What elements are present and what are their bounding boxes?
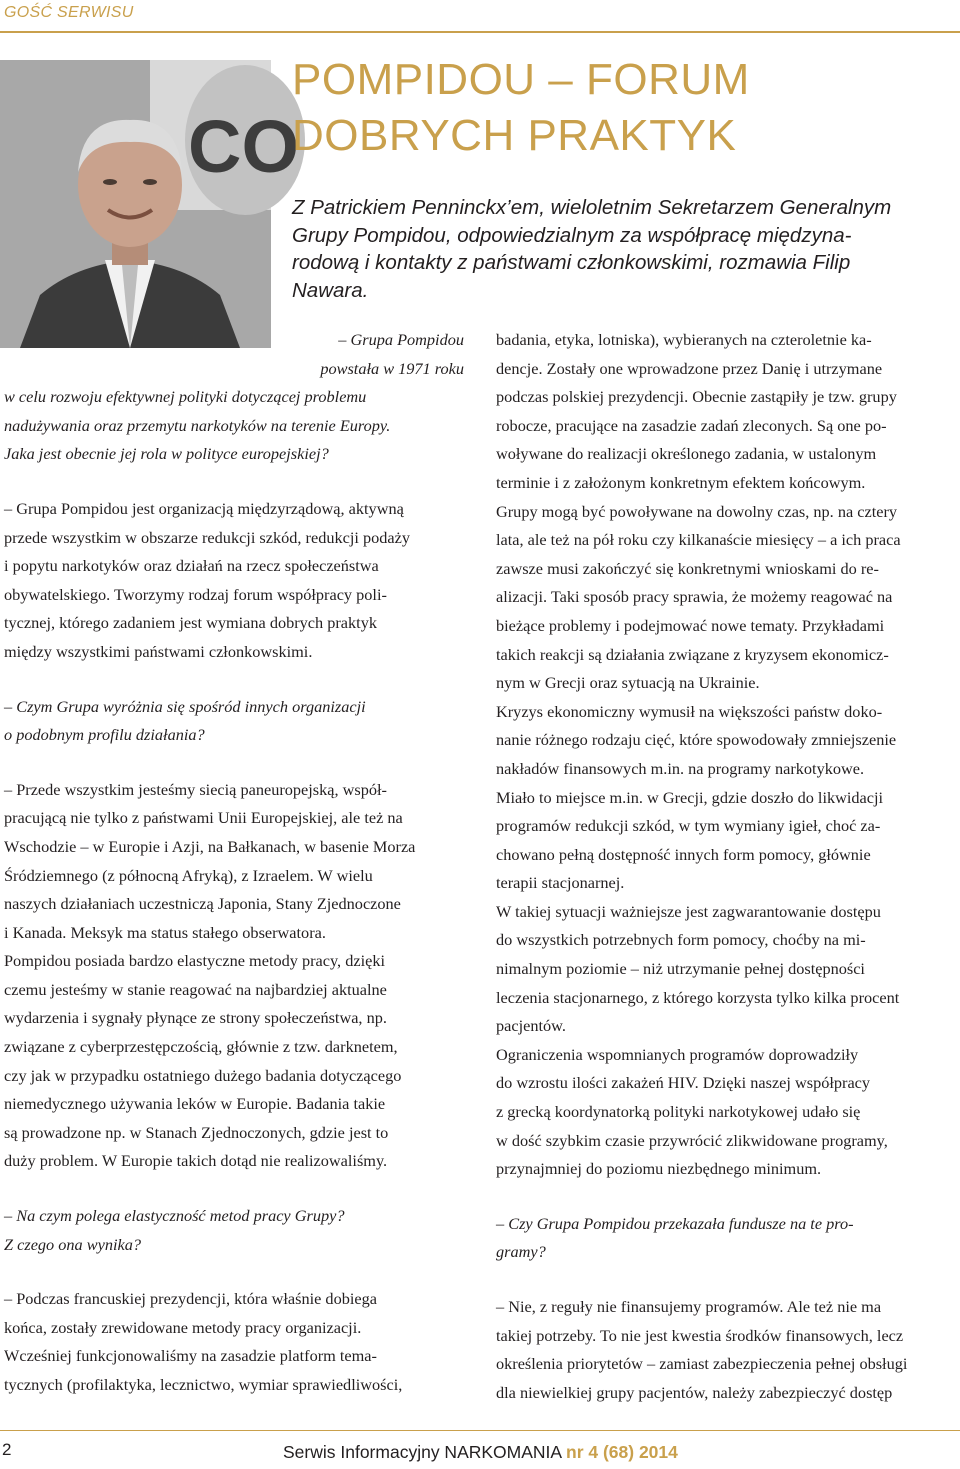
paragraph-gap — [496, 1184, 958, 1210]
answer-line: terminie i z założonym konkretnym efektem końcowym. — [496, 472, 866, 492]
answer-line: Grupy mogą być powoływane na dowolny czas, np. na cztery — [496, 501, 898, 521]
answer-line: w dość szybkim czasie przywrócić zlikwidowane programy, — [496, 1130, 888, 1150]
answer-line: nanie różnego rodzaju cięć, które spowodowały zmniejszenie — [496, 730, 897, 750]
question-line: nadużywania oraz przemytu narkotyków na terenie Europy. — [4, 415, 391, 435]
answer-line: Wschodzie – w Europie i Azji, na Bałkanach, w basenie Morza — [4, 836, 416, 856]
paragraph-gap — [496, 1267, 958, 1293]
question-line: – Czym Grupa wyróżnia się spośród innych organizacji — [4, 696, 366, 716]
question-line: Z czego ona wynika? — [4, 1234, 142, 1254]
answer-line: do wszystkich potrzebnych form pomocy, choćby na mi- — [496, 930, 866, 950]
paragraph-gap — [4, 1176, 464, 1202]
portrait-illustration — [0, 60, 299, 348]
answer-line: tycznych (profilaktyka, lecznictwo, wymiar sprawiedliwości, — [4, 1375, 403, 1394]
answer-line: i popytu narkotyków oraz działań na rzecz społeczeństwa — [4, 556, 379, 576]
answer-line: woływane do realizacji określonego zadania, w ustalonym — [496, 444, 877, 464]
page-number: 2 — [2, 1440, 12, 1459]
answer-line: czy jak w przypadku ostatniego dużego badania dotyczącego — [4, 1065, 402, 1085]
answer-line: robocze, pracujące na zasadzie zadań zleconych. Są one po- — [496, 415, 887, 435]
answer-line: lata, ale też na pół roku czy kilkanaście miesięcy – a ich praca — [496, 530, 901, 550]
answer-line: duży problem. W Europie takich dotąd nie realizowaliśmy. — [4, 1151, 388, 1171]
answer-line: do wzrostu ilości zakażeń HIV. Dzięki naszej współpracy — [496, 1073, 871, 1093]
answer-line: tycznej, którego zadaniem jest wymiana dobrych praktyk — [4, 613, 377, 633]
lead-line: rodową i kontakty z państwami członkowskimi, rozmawia Filip — [292, 251, 851, 274]
title-line: POMPIDOU – FORUM — [292, 55, 750, 104]
question-line: w celu rozwoju efektywnej polityki dotyczącej problemu — [4, 387, 367, 407]
answer-line: takiej potrzeby. To nie jest kwestia środków finansowych, lecz — [496, 1325, 904, 1345]
paragraph-gap — [4, 1259, 464, 1285]
answer-line: i Kanada. Meksyk ma status stałego obserwatora. — [4, 922, 326, 942]
photo-banner-text: CO — [188, 105, 299, 188]
lead-line: Grupy Pompidou, odpowiedzialnym za współpracę międzyna- — [292, 223, 852, 247]
answer-line: zawsze musi zakończyć się konkretnymi wnioskami do re- — [496, 558, 879, 578]
answer-line: programów redukcji szkód, w tym wymiany igieł, choć za- — [496, 816, 881, 836]
question-line: – Grupa Pompidou — [338, 330, 464, 349]
answer-line: pracującą nie tylko z państwami Unii Europejskiej, ale też na — [4, 808, 403, 828]
answer-line: nimalnym poziomie – niż utrzymanie pełnej dostępności — [496, 959, 865, 979]
question-line: o podobnym profilu działania? — [4, 725, 205, 745]
paragraph-gap — [4, 667, 464, 693]
answer-line: nym w Grecji oraz sytuacją na Ukrainie. — [496, 673, 760, 693]
answer-line: między wszystkimi państwami członkowskimi. — [4, 641, 313, 661]
paragraph-gap — [4, 469, 464, 495]
answer-line: bieżące problemy i podejmować nowe tematy. Przykładami — [496, 615, 885, 635]
question-line: – Na czym polega elastyczność metod pracy Grupy? — [4, 1206, 345, 1226]
answer-line: niemedycznego używania leków w Europie. Badania takie — [4, 1094, 386, 1114]
issue-number: nr 4 (68) 2014 — [566, 1442, 678, 1462]
answer-line: Pompidou posiada bardzo elastyczne metody pracy, dzięki — [4, 951, 385, 971]
answer-line: związane z cyberprzestępczością, głównie z tzw. darknetem, — [4, 1037, 398, 1057]
answer-line: badania, etyka, lotniska), wybieranych na czteroletnie ka- — [496, 330, 872, 349]
answer-line: Miało to miejsce m.in. w Grecji, gdzie doszło do likwidacji — [496, 787, 884, 807]
answer-line: takich reakcji są działania związane z kryzysem ekonomicz- — [496, 644, 889, 664]
answer-line: – Grupa Pompidou jest organizacją międzyrządową, aktywną — [4, 498, 404, 518]
answer-line: określenia priorytetów – zamiast zabezpieczenia pełnej obsługi — [496, 1354, 908, 1374]
answer-line: terapii stacjonarnej. — [496, 873, 625, 893]
left-text-column — [4, 326, 464, 1400]
publication-name: Serwis Informacyjny NARKOMANIA — [283, 1442, 562, 1462]
answer-line: wydarzenia i sygnały płynące ze strony społeczeństwa, np. — [4, 1008, 387, 1028]
answer-line: naszych działaniach uczestniczą Japonia, Stany Zjednoczone — [4, 894, 401, 914]
answer-line: nakładów finansowych m.in. na programy narkotykowe. — [496, 758, 865, 778]
question-line: – Czy Grupa Pompidou przekazała fundusze na te pro- — [496, 1213, 854, 1233]
header-rule — [0, 31, 960, 33]
answer-line: – Podczas francuskiej prezydencji, która właśnie dobiega — [4, 1289, 377, 1309]
answer-line: Ograniczenia wspomnianych programów doprowadziły — [496, 1044, 859, 1064]
answer-line: Śródziemnego (z północną Afryką), z Izraelem. W wielu — [4, 865, 373, 885]
publication-footer — [283, 1442, 678, 1463]
answer-line: W takiej sytuacji ważniejsze jest zagwarantowanie dostępu — [496, 901, 881, 921]
answer-line: – Przede wszystkim jesteśmy siecią paneuropejską, współ- — [4, 779, 387, 799]
answer-line: pacjentów. — [496, 1016, 566, 1036]
answer-line: Kryzys ekonomiczny wymusił na większości państw doko- — [496, 701, 883, 721]
right-text-column — [496, 326, 958, 1407]
article-title — [292, 52, 952, 164]
portrait-photo — [0, 60, 299, 348]
answer-line: – Nie, z reguły nie finansujemy programów. Ale też nie ma — [496, 1297, 882, 1316]
lead-line: Nawara. — [292, 278, 369, 302]
lead-line: Z Patrickiem Penninckx’em, wieloletnim Sekretarzem Generalnym — [292, 196, 892, 219]
answer-line: przede wszystkim w obszarze redukcji szkód, redukcji podaży — [4, 527, 410, 547]
answer-line: leczenia stacjonarnego, z którego korzysta tylko kilka procent — [496, 987, 900, 1007]
answer-line: czemu jesteśmy w stanie reagować na najbardziej aktualne — [4, 979, 387, 999]
answer-line: chowano pełną dostępność innych form pomocy, głównie — [496, 844, 871, 864]
answer-line: są prowadzone np. w Stanach Zjednoczonych, gdzie jest to — [4, 1122, 389, 1142]
answer-line: końca, zostały zrewidowane metody pracy organizacji. — [4, 1317, 362, 1337]
answer-line: Wcześniej funkcjonowaliśmy na zasadzie platform tema- — [4, 1346, 377, 1366]
answer-line: podczas polskiej prezydencji. Obecnie zastąpiły je tzw. grupy — [496, 387, 897, 407]
article-lead — [292, 194, 912, 304]
answer-line: dencje. Zostały one wprowadzone przez Danię i utrzymane — [496, 358, 883, 378]
question-line: Jaka jest obecnie jej rola w polityce europejskiej? — [4, 444, 329, 464]
paragraph-gap — [4, 750, 464, 776]
title-line: DOBRYCH PRAKTYK — [292, 111, 737, 160]
question-line: powstała w 1971 roku — [320, 358, 464, 378]
answer-line: z grecką koordynatorką polityki narkotykowej udało się — [496, 1102, 861, 1122]
answer-line: dla niewielkiej grupy pacjentów, należy zabezpieczyć dostęp — [496, 1382, 893, 1402]
answer-line: przynajmniej do poziomu niezbędnego minimum. — [496, 1159, 822, 1179]
answer-line: alizacji. Taki sposób pracy sprawia, że możemy reagować na — [496, 587, 893, 607]
question-line: gramy? — [496, 1242, 546, 1262]
footer-rule — [0, 1430, 960, 1431]
section-label: GOŚĆ SERWISU — [4, 4, 134, 21]
answer-line: obywatelskiego. Tworzymy rodzaj forum współpracy poli- — [4, 584, 387, 604]
